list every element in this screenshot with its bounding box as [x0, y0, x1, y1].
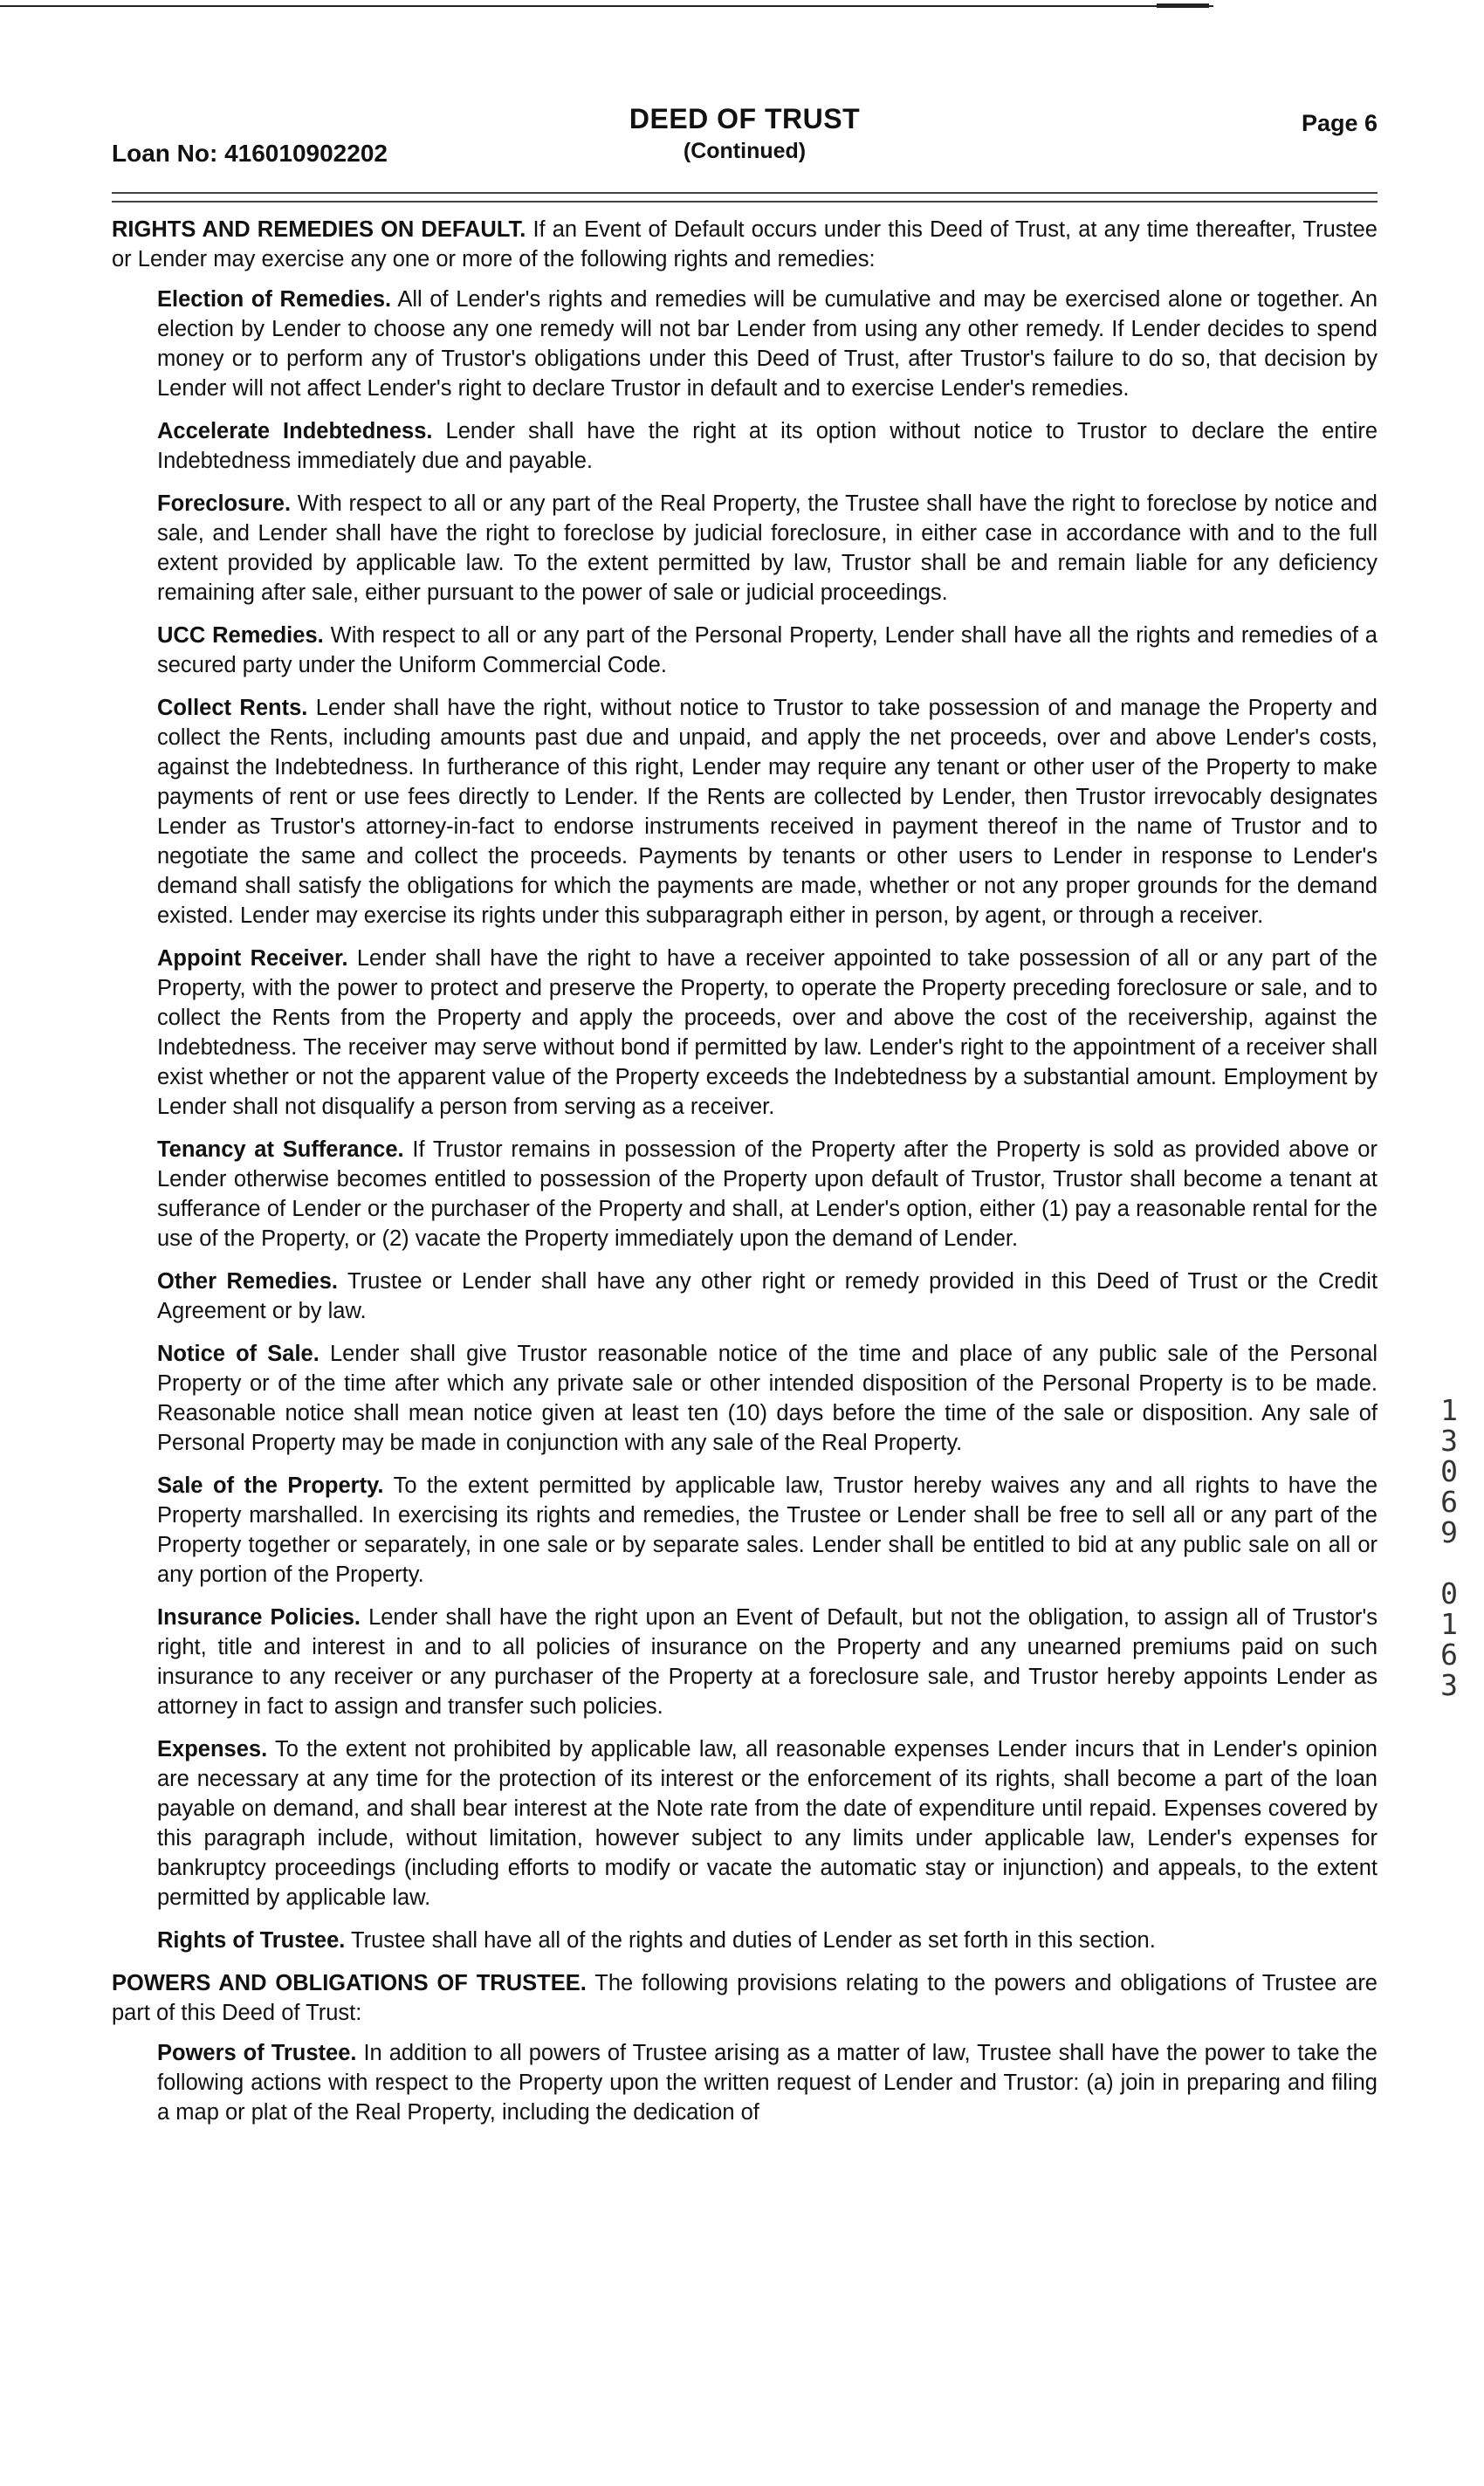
paragraph-heading: POWERS AND OBLIGATIONS OF TRUSTEE.: [112, 1971, 587, 1995]
header-divider: [112, 192, 1378, 194]
stamp-digit: 1: [1440, 1607, 1458, 1641]
paragraph-heading: Foreclosure.: [157, 491, 292, 516]
loan-number: Loan No: 416010902202: [112, 140, 388, 167]
stamp-digit: 0: [1440, 1576, 1458, 1610]
top-edge-mark: [1157, 3, 1209, 8]
section-paragraph: [112, 215, 1378, 274]
paragraph-heading: Rights of Trustee.: [157, 1928, 346, 1953]
paragraph-heading: RIGHTS AND REMEDIES ON DEFAULT.: [112, 217, 526, 242]
paragraph-heading: Powers of Trustee.: [157, 2041, 357, 2065]
stamp-digit: 6: [1440, 1638, 1458, 1672]
stamp-digit: 3: [1440, 1668, 1458, 1702]
paragraph-heading: Accelerate Indebtedness.: [157, 419, 433, 443]
document-subtitle: (Continued): [683, 139, 807, 163]
subsection-paragraph: [157, 693, 1378, 931]
paragraph-heading: Tenancy at Sufferance.: [157, 1137, 404, 1162]
subsection-paragraph: [157, 2038, 1378, 2127]
document-body: [112, 215, 1378, 2140]
paragraph-heading: Appoint Receiver.: [157, 946, 348, 971]
paragraph-text: If an Event of Default occurs under this Deed of Trust, at any time thereafter, Trustee or Lender may exercise any one or more of the following rights and remedies:: [112, 217, 1378, 271]
paragraph-heading: Collect Rents.: [157, 696, 308, 720]
paragraph-text: Lender shall have the right upon an Event of Default, but not the obligation, to assign all of Trustor's right, title and interest in and to all policies of insurance on the Property and any unearned premiums paid on such insurance to any receiver or any purchaser of the Property at a foreclosure sale, and Trustor hereby appoints Lender as attorney in fact to assign and transfer such policies.: [157, 1605, 1378, 1719]
paragraph-text: Lender shall give Trustor reasonable notice of the time and place of any public sale of the Personal Property or of the time after which any private sale or other intended disposition of the Personal Property is to be made. Reasonable notice shall mean notice given at least ten (10) days before the time of the sale or disposition. Any sale of Personal Property may be made in conjunction with any sale of the Real Property.: [157, 1342, 1378, 1455]
paragraph-text: Lender shall have the right to have a receiver appointed to take possession of all or any part of the Property, with the power to protect and preserve the Property, to operate the Property preceding foreclosure or sale, and to collect the Rents from the Property and apply the proceeds, over and above the cost of the receivership, against the Indebtedness. The receiver may serve without bond if permitted by law. Lender's right to the appointment of a receiver shall exist whether or not the apparent value of the Property exceeds the Indebtedness by a substantial amount. Employment by Lender shall not disqualify a person from serving as a receiver.: [157, 946, 1378, 1119]
paragraph-text: If Trustor remains in possession of the Property after the Property is sold as provided above or Lender otherwise becomes entitled to possession of the Property upon default of Trustor, Trustor shall become a tenant at sufferance of Lender or the purchaser of the Property and shall, at Lender's option, either (1) pay a reasonable rental for the use of the Property, or (2) vacate the Property immediately upon the demand of Lender.: [157, 1137, 1378, 1251]
stamp-digit: 1: [1440, 1393, 1458, 1427]
stamp-digit: 9: [1440, 1515, 1458, 1549]
paragraph-text: With respect to all or any part of the Personal Property, Lender shall have all the rights and remedies of a secured party under the Uniform Commercial Code.: [157, 623, 1378, 677]
paragraph-heading: Expenses.: [157, 1737, 268, 1761]
paragraph-heading: Other Remedies.: [157, 1269, 339, 1294]
subsection-paragraph: [157, 621, 1378, 680]
section-paragraph: [112, 1968, 1378, 2028]
paragraph-text: With respect to all or any part of the Real Property, the Trustee shall have the right to foreclose by notice and sale, and Lender shall have the right to foreclose by judicial foreclosure, in either case in accordance with and to the full extent provided by applicable law. To the extent permitted by law, Trustor shall be and remain liable for any deficiency remaining after sale, either pursuant to the power of sale or judicial proceedings.: [157, 491, 1378, 605]
paragraph-text: Lender shall have the right, without notice to Trustor to take possession of and manage the Property and collect the Rents, including amounts past due and unpaid, and apply the net proceeds, over and above Lender's costs, against the Indebtedness. In furtherance of this right, Lender may require any tenant or other user of the Property to make payments of rent or use fees directly to Lender. If the Rents are collected by Lender, then Trustor irrevocably designates Lender as Trustor's attorney-in-fact to endorse instruments received in payment thereof in the name of Trustor and to negotiate the same and collect the proceeds. Payments by tenants or other users to Lender in response to Lender's demand shall satisfy the obligations for which the payments are made, whether or not any proper grounds for the demand existed. Lender may exercise its rights under this subparagraph either in person, by agent, or through a receiver.: [157, 696, 1378, 928]
subsection-paragraph: [157, 1926, 1378, 1955]
subsection-paragraph: [157, 1339, 1378, 1458]
subsection-paragraph: [157, 416, 1378, 476]
stamp-digit: 0: [1440, 1454, 1458, 1488]
subsection-paragraph: [157, 1471, 1378, 1590]
document-title: DEED OF TRUST: [629, 103, 861, 134]
paragraph-heading: Election of Remedies.: [157, 287, 392, 312]
side-recording-stamp: [1432, 1395, 1467, 1700]
paragraph-text: Lender shall have the right at its option without notice to Trustor to declare the entire Indebtedness immediately due and payable.: [157, 419, 1378, 473]
paragraph-heading: UCC Remedies.: [157, 623, 324, 648]
paragraph-text: The following provisions relating to the powers and obligations of Trustee are part of this Deed of Trust:: [112, 1971, 1378, 2025]
subsection-paragraph: [157, 1603, 1378, 1721]
paragraph-heading: Sale of the Property.: [157, 1473, 384, 1498]
paragraph-text: To the extent permitted by applicable law, Trustor hereby waives any and all rights to have the Property marshalled. In exercising its rights and remedies, the Trustee or Lender shall be free to sell all or any part of the Property together or separately, in one sale or by separate sales. Lender shall be entitled to bid at any public sale on all or any portion of the Property.: [157, 1473, 1378, 1587]
subsection-paragraph: [157, 1135, 1378, 1253]
paragraph-heading: Notice of Sale.: [157, 1342, 319, 1366]
subsection-paragraph: [157, 1267, 1378, 1326]
paragraph-text: All of Lender's rights and remedies will be cumulative and may be exercised alone or together. An election by Lender to choose any one remedy will not bar Lender from using any other remedy. If Lender decides to spend money or to perform any of Trustor's obligations under this Deed of Trust, after Trustor's failure to do so, that decision by Lender will not affect Lender's right to declare Trustor in default and to exercise Lender's remedies.: [157, 287, 1378, 401]
stamp-digit: [1432, 1548, 1467, 1578]
stamp-digit: 3: [1440, 1424, 1458, 1458]
paragraph-text: To the extent not prohibited by applicable law, all reasonable expenses Lender incurs that in Lender's opinion are necessary at any time for the protection of its interest or the enforcement of its rights, shall become a part of the loan payable on demand, and shall bear interest at the Note rate from the date of expenditure until repaid. Expenses covered by this paragraph include, without limitation, however subject to any limits under applicable law, Lender's expenses for bankruptcy proceedings (including efforts to modify or vacate the automatic stay or injunction) and appeals, to the extent permitted by applicable law.: [157, 1737, 1378, 1910]
paragraph-text: In addition to all powers of Trustee arising as a matter of law, Trustee shall have the power to take the following actions with respect to the Property upon the written request of Lender and Trustor: (a) join in preparing and filing a map or plat of the Real Property, including the dedication of: [157, 2041, 1378, 2125]
page-number: Page 6: [1301, 110, 1378, 136]
subsection-paragraph: [157, 489, 1378, 608]
page-header: [112, 103, 1378, 173]
header-divider-secondary: [112, 201, 1378, 203]
subsection-paragraph: [157, 1734, 1378, 1913]
paragraph-text: Trustee or Lender shall have any other right or remedy provided in this Deed of Trust or the Credit Agreement or by law.: [157, 1269, 1378, 1323]
subsection-paragraph: [157, 285, 1378, 403]
subsection-paragraph: [157, 944, 1378, 1122]
title-block: [112, 103, 1378, 164]
paragraph-heading: Insurance Policies.: [157, 1605, 361, 1630]
top-edge-rule: [0, 5, 1213, 7]
stamp-digit: 6: [1440, 1485, 1458, 1519]
paragraph-text: Trustee shall have all of the rights and duties of Lender as set forth in this section.: [350, 1928, 1156, 1953]
